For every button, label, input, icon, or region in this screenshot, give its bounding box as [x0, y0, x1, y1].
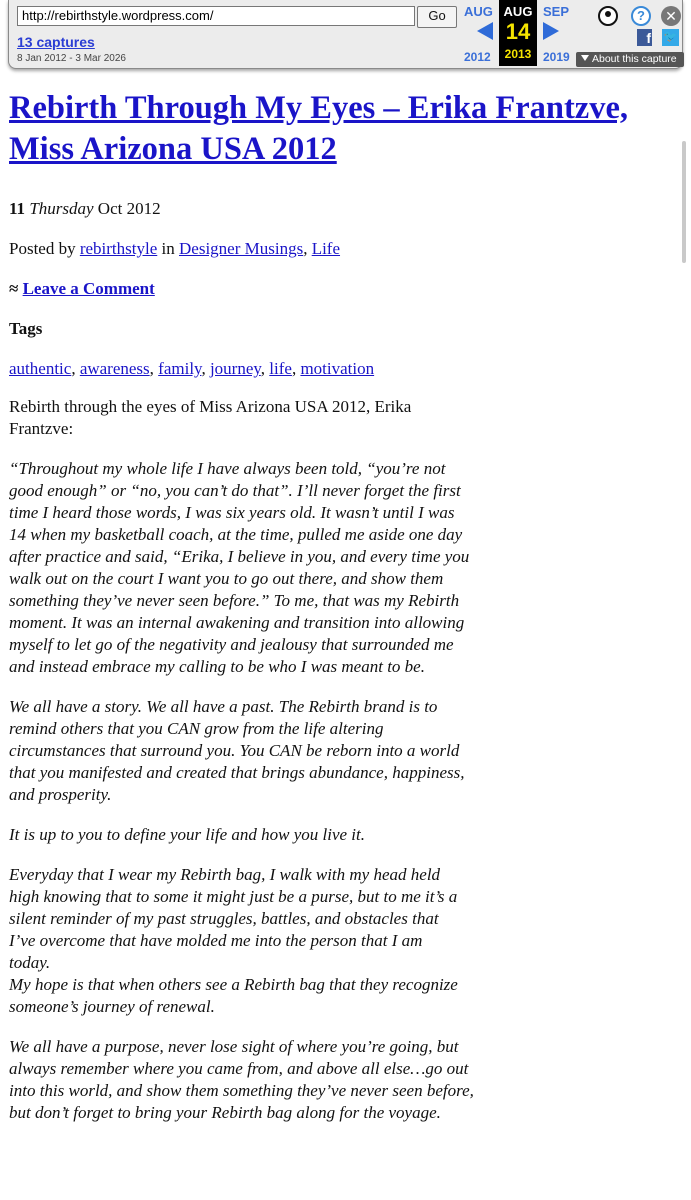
post-title-link[interactable]: Rebirth Through My Eyes – Erika Frantzve, Miss Arizona USA 2012: [9, 90, 629, 167]
wayback-prev-month[interactable]: AUG: [464, 4, 493, 19]
post-date-weekday: Thursday: [29, 199, 94, 218]
wayback-current-year: 2013: [504, 47, 532, 61]
user-account-icon[interactable]: [598, 6, 618, 26]
author-link[interactable]: rebirthstyle: [79, 239, 158, 258]
quote-paragraph: It is up to you to define your life and how you live it.: [9, 825, 365, 844]
tag-link-life[interactable]: life: [269, 359, 292, 378]
bottom-fade-overlay: [0, 1170, 691, 1200]
wayback-current-day: 14: [505, 19, 531, 44]
about-capture-dropdown[interactable]: [576, 52, 684, 67]
post-quote: [9, 458, 674, 1124]
wayback-date-range: 8 Jan 2012 - 3 Mar 2026: [17, 53, 126, 64]
comment-icon: ≈: [9, 279, 19, 298]
blog-post: [9, 88, 674, 1124]
wayback-current-capture: [499, 0, 537, 66]
post-byline: Posted by rebirthstyle in Designer Musings, Life: [9, 239, 341, 258]
post-date-day: 11: [9, 199, 26, 218]
quote-paragraph: My hope is that when others see a Rebirth bag that they recognize someone’s journey of renewal.: [9, 975, 458, 1016]
wayback-prev-year[interactable]: 2012: [464, 50, 491, 64]
tag-link-journey[interactable]: journey: [209, 359, 261, 378]
close-icon[interactable]: ✕: [661, 6, 681, 26]
quote-paragraph: We all have a story. We all have a past. The Rebirth brand is to remind others that you CAN grow from the life altering circumstances that surround you. You CAN be reborn into a world that you manifested and created that brings abundance, happiness, and prosperity.: [9, 697, 465, 804]
quote-paragraph: We all have a purpose, never lose sight of where you’re going, but always remember where you came from, and above all else…go out into this world, and show them something they’ve never seen before, but don’t forget to bring your Rebirth bag along for the voyage.: [9, 1037, 474, 1122]
help-icon[interactable]: ?: [631, 6, 651, 26]
next-capture-arrow-icon[interactable]: [543, 22, 559, 40]
twitter-icon[interactable]: 🐦: [662, 29, 679, 46]
facebook-icon[interactable]: f: [637, 29, 652, 46]
about-capture-label: About this capture: [592, 53, 677, 65]
tag-link-family[interactable]: family: [158, 359, 202, 378]
post-date: [9, 198, 674, 220]
tag-link-authentic[interactable]: authentic: [9, 359, 72, 378]
dropdown-caret-icon: [581, 55, 589, 61]
prev-capture-arrow-icon[interactable]: [477, 22, 493, 40]
quote-paragraph: “Throughout my whole life I have always been told, “you’re not good enough” or “no, you can’t do that”. I’ll never forget the first time I heard those words, I was six years old. It wasn’t until I was 14 when my basketball coach, at the time, pulled me aside one day after practice and said, “Erika, I believe in you, and every time you walk out on the court I want you to go out there, and show them something they’ve never seen before.” To me, that was my Rebirth moment. It was an internal awakening and transition into allowing myself to let go of the negativity and jealousy that surrounded me and instead embrace my calling to be who I was meant to be.: [9, 459, 470, 676]
wayback-go-button[interactable]: Go: [417, 6, 457, 28]
wayback-current-month: AUG: [503, 4, 533, 19]
post-intro: Rebirth through the eyes of Miss Arizona USA 2012, Erika Frantzve:: [9, 397, 412, 438]
wayback-url-input[interactable]: [17, 6, 415, 26]
tag-list: authentic, awareness, family, journey, life, motivation: [9, 359, 375, 378]
quote-paragraph: Everyday that I wear my Rebirth bag, I walk with my head held high knowing that to some it might just be a purse, but to me it’s a silent reminder of my past struggles, battles, and obstacles that I’ve overcome that have molded me into the person that I am today.: [9, 865, 458, 972]
tags-heading: Tags: [9, 319, 43, 338]
wayback-toolbar: [8, 0, 683, 69]
wayback-captures-link[interactable]: 13 captures: [17, 34, 95, 50]
comment-row: [9, 278, 674, 300]
post-date-rest: Oct 2012: [97, 199, 161, 218]
category-link-designer-musings[interactable]: Designer Musings: [179, 239, 304, 258]
category-link-life[interactable]: Life: [311, 239, 341, 258]
wayback-next-year[interactable]: 2019: [543, 50, 570, 64]
scrollbar-thumb[interactable]: [682, 141, 686, 263]
tag-link-awareness[interactable]: awareness: [79, 359, 150, 378]
in-label: in: [161, 239, 175, 258]
posted-by-label: Posted by: [9, 239, 76, 258]
tag-link-motivation[interactable]: motivation: [300, 359, 375, 378]
leave-comment-link[interactable]: Leave a Comment: [22, 279, 155, 298]
post-title: [9, 88, 674, 170]
wayback-next-month[interactable]: SEP: [543, 4, 570, 19]
